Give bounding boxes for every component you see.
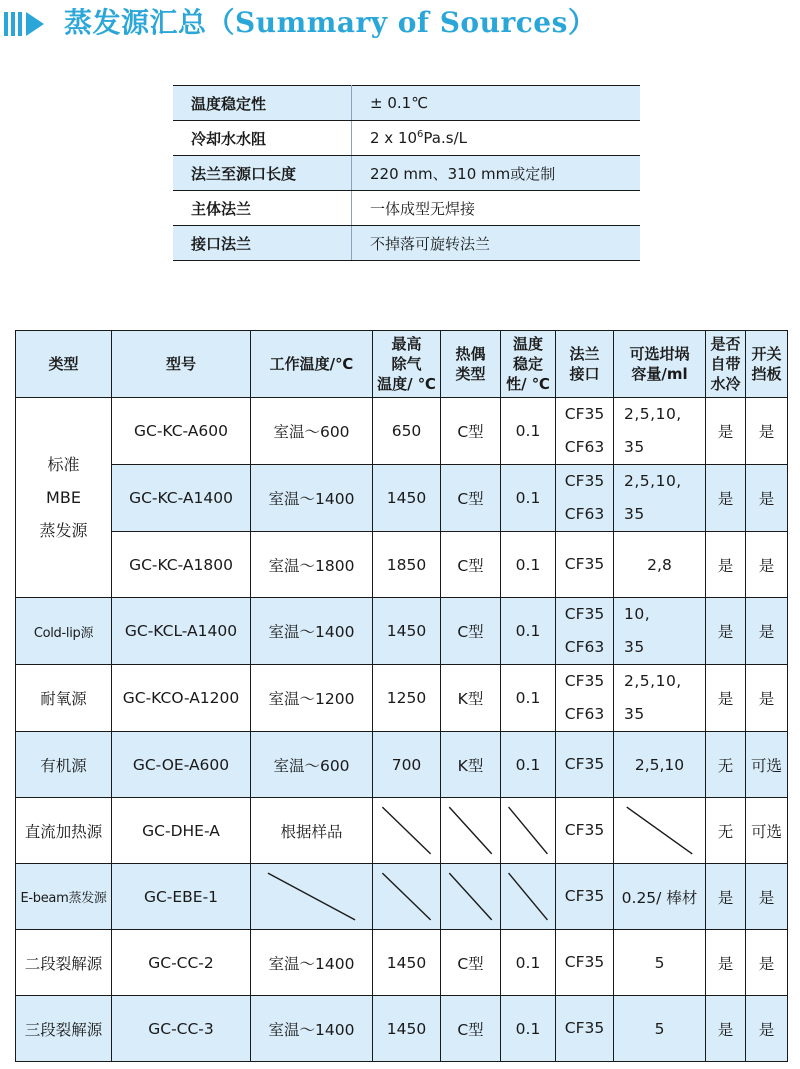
cell-stability: 0.1 [501,598,556,665]
cell-capacity [614,398,706,465]
cell-capacity [614,996,706,1062]
diagonal-slash-icon [373,864,440,929]
spec-row [173,86,640,121]
header-line: 除气 [391,355,422,373]
cell-shutter: 是 [746,996,788,1062]
cell-capacity [614,732,706,798]
cell-capacity-line: 2,8 [647,555,672,574]
cell-shutter: 是 [746,598,788,665]
cell-type-line: 蒸发源 [39,521,88,540]
cell-flange [556,398,614,465]
cell-temp: 根据样品 [251,798,373,864]
spec-label: 冷却水水阻 [173,121,352,156]
cell-model: GC-CC-3 [112,996,251,1062]
header-line: 是否 [710,335,741,353]
cell-water-cooling: 无 [706,798,746,864]
header-line: 容量/ml [631,365,688,383]
cell-stability: 0.1 [501,996,556,1062]
cell-capacity [614,864,706,930]
col-header-temp: 工作温度/℃ [251,331,373,398]
cell-water-cooling: 是 [706,996,746,1062]
cell-thermocouple-na [441,798,501,864]
triple-chevron-bars-icon [4,12,56,36]
spec-value-exponent: 6 [417,129,424,140]
cell-thermocouple: C型 [441,465,501,532]
cell-type: 有机源 [16,732,112,798]
spec-value-prefix: 2 x 10 [370,129,418,147]
cell-thermocouple: C型 [441,532,501,598]
cell-flange-line: CF35 [564,1019,605,1037]
spec-row [173,191,640,226]
cell-shutter: 是 [746,465,788,532]
cell-flange-line: CF63 [564,705,605,723]
col-header-water-cooling [706,331,746,398]
cell-type: Cold-lip源 [16,598,112,665]
spec-value: ± 0.1℃ [352,86,641,121]
cell-thermocouple-na [441,864,501,930]
table-body [16,398,788,1062]
cell-flange [556,465,614,532]
col-header-stability [501,331,556,398]
col-header-capacity [614,331,706,398]
cell-model: GC-KC-A600 [112,398,251,465]
cell-temp-na [251,864,373,930]
cell-capacity-line: 0.25/ 棒材 [621,888,698,907]
spec-value [352,121,641,156]
header-line: 温度/ ℃ [377,375,436,393]
header-line: 接口 [569,365,600,383]
header-line: 稳定 [512,355,543,373]
cell-type-line: MBE [46,488,81,507]
cell-stability-na [501,864,556,930]
cell-stability: 0.1 [501,732,556,798]
cell-model: GC-KC-A1800 [112,532,251,598]
cell-temp: 室温～1400 [251,930,373,996]
cell-shutter: 是 [746,398,788,465]
table-row [16,465,788,532]
cell-water-cooling: 是 [706,398,746,465]
cell-stability: 0.1 [501,465,556,532]
cell-temp: 室温～1400 [251,996,373,1062]
header-line: 水冷 [710,375,741,393]
spec-label: 主体法兰 [173,191,352,226]
page-title: 蒸发源汇总（Summary of Sources） [64,6,597,39]
cell-flange-line: CF35 [564,672,605,690]
cell-capacity [614,532,706,598]
cell-flange-line: CF35 [564,405,605,423]
header-line: 可选坩埚 [629,345,690,363]
header-line: 热偶 [455,345,486,363]
col-header-flange [556,331,614,398]
diagonal-slash-icon [501,864,555,929]
cell-model: GC-CC-2 [112,930,251,996]
cell-capacity [614,465,706,532]
table-row [16,665,788,732]
cell-type: 二段裂解源 [16,930,112,996]
spec-value: 不掉落可旋转法兰 [352,226,641,261]
cell-flange [556,665,614,732]
spec-value-suffix: Pa.s/L [423,129,467,147]
header-line: 开关 [751,345,782,363]
cell-capacity-line: 35 [624,638,645,656]
col-header-thermocouple [441,331,501,398]
cell-flange [556,930,614,996]
cell-temp: 室温～1400 [251,465,373,532]
cell-capacity-line: 35 [624,438,645,456]
col-header-degas [373,331,441,398]
header-line: 类型 [455,365,486,383]
cell-degas-na [373,864,441,930]
cell-water-cooling: 是 [706,465,746,532]
cell-water-cooling: 是 [706,598,746,665]
cell-flange [556,864,614,930]
cell-thermocouple: K型 [441,665,501,732]
table-row [16,598,788,665]
cell-capacity-line: 2,5,10 [634,755,685,774]
cell-flange-line: CF35 [564,953,605,971]
cell-water-cooling: 是 [706,864,746,930]
table-row [16,732,788,798]
cell-degas: 1450 [373,465,441,532]
cell-stability: 0.1 [501,930,556,996]
cell-type: E-beam蒸发源 [16,864,112,930]
cell-flange-line: CF35 [564,605,605,623]
cell-water-cooling: 是 [706,665,746,732]
cell-capacity [614,598,706,665]
cell-thermocouple: C型 [441,930,501,996]
cell-degas: 1450 [373,598,441,665]
cell-temp: 室温～600 [251,398,373,465]
cell-model: GC-KCL-A1400 [112,598,251,665]
cell-capacity-line: 2,5,10, [624,672,682,690]
cell-type: 直流加热源 [16,798,112,864]
cell-degas: 650 [373,398,441,465]
diagonal-slash-icon [501,798,555,863]
cell-model: GC-DHE-A [112,798,251,864]
cell-degas: 1250 [373,665,441,732]
spec-row [173,226,640,261]
cell-flange-line: CF35 [564,472,605,490]
header-line: 自带 [710,355,741,373]
cell-temp: 室温～600 [251,732,373,798]
cell-capacity [614,665,706,732]
header-line: 性/ ℃ [506,375,550,393]
cell-stability-na [501,798,556,864]
sources-table [15,330,788,1062]
cell-type: 耐氧源 [16,665,112,732]
cell-flange [556,798,614,864]
cell-degas: 1450 [373,996,441,1062]
cell-model: GC-KCO-A1200 [112,665,251,732]
cell-water-cooling: 是 [706,930,746,996]
col-header-type: 类型 [16,331,112,398]
cell-model: GC-EBE-1 [112,864,251,930]
diagonal-slash-icon [614,798,705,863]
cell-temp: 室温～1200 [251,665,373,732]
cell-water-cooling: 是 [706,532,746,598]
table-header-row [16,331,788,398]
cell-flange [556,532,614,598]
cell-capacity-line: 2,5,10, [624,405,682,423]
diagonal-slash-icon [441,798,500,863]
cell-temp: 室温～1400 [251,598,373,665]
spec-table [173,85,640,261]
table-row [16,798,788,864]
cell-shutter: 是 [746,665,788,732]
cell-type-line: 标准 [47,455,80,474]
cell-thermocouple: C型 [441,996,501,1062]
spec-value: 220 mm、310 mm或定制 [352,156,641,191]
spec-label: 法兰至源口长度 [173,156,352,191]
table-row [16,532,788,598]
cell-degas: 700 [373,732,441,798]
table-row [16,864,788,930]
spec-label: 温度稳定性 [173,86,352,121]
cell-flange-line: CF35 [564,887,605,905]
header-line: 挡板 [751,365,782,383]
cell-thermocouple: C型 [441,398,501,465]
spec-row [173,156,640,191]
cell-degas: 1450 [373,930,441,996]
cell-capacity [614,930,706,996]
cell-model: GC-KC-A1400 [112,465,251,532]
cell-capacity-line: 35 [624,705,645,723]
cell-flange-line: CF35 [564,755,605,773]
header-line: 法兰 [569,345,600,363]
cell-water-cooling: 无 [706,732,746,798]
cell-degas-na [373,798,441,864]
cell-capacity-line: 10, [624,605,651,623]
cell-flange [556,732,614,798]
diagonal-slash-icon [251,864,372,929]
table-row [16,398,788,465]
cell-flange-line: CF35 [564,555,605,573]
cell-thermocouple: C型 [441,598,501,665]
header-line: 最高 [391,335,422,353]
cell-shutter: 可选 [746,732,788,798]
cell-capacity-line: 5 [654,1019,665,1038]
cell-flange-line: CF35 [564,821,605,839]
table-row [16,996,788,1062]
cell-stability: 0.1 [501,665,556,732]
cell-type: 三段裂解源 [16,996,112,1062]
spec-value: 一体成型无焊接 [352,191,641,226]
table-row [16,930,788,996]
cell-capacity-na [614,798,706,864]
cell-degas: 1850 [373,532,441,598]
cell-thermocouple: K型 [441,732,501,798]
cell-flange-line: CF63 [564,638,605,656]
cell-shutter: 是 [746,930,788,996]
cell-flange [556,996,614,1062]
diagonal-slash-icon [441,864,500,929]
cell-stability: 0.1 [501,532,556,598]
cell-type [16,398,112,598]
cell-flange [556,598,614,665]
cell-stability: 0.1 [501,398,556,465]
cell-capacity-line: 35 [624,505,645,523]
cell-flange-line: CF63 [564,505,605,523]
cell-shutter: 是 [746,532,788,598]
header-line: 温度 [512,335,543,353]
cell-model: GC-OE-A600 [112,732,251,798]
cell-capacity-line: 5 [654,953,665,972]
page-header [0,0,800,48]
cell-shutter: 是 [746,864,788,930]
diagonal-slash-icon [373,798,440,863]
col-header-shutter [746,331,788,398]
cell-shutter: 可选 [746,798,788,864]
spec-label: 接口法兰 [173,226,352,261]
col-header-model: 型号 [112,331,251,398]
spec-row [173,121,640,156]
cell-temp: 室温～1800 [251,532,373,598]
cell-capacity-line: 2,5,10, [624,472,682,490]
cell-flange-line: CF63 [564,438,605,456]
